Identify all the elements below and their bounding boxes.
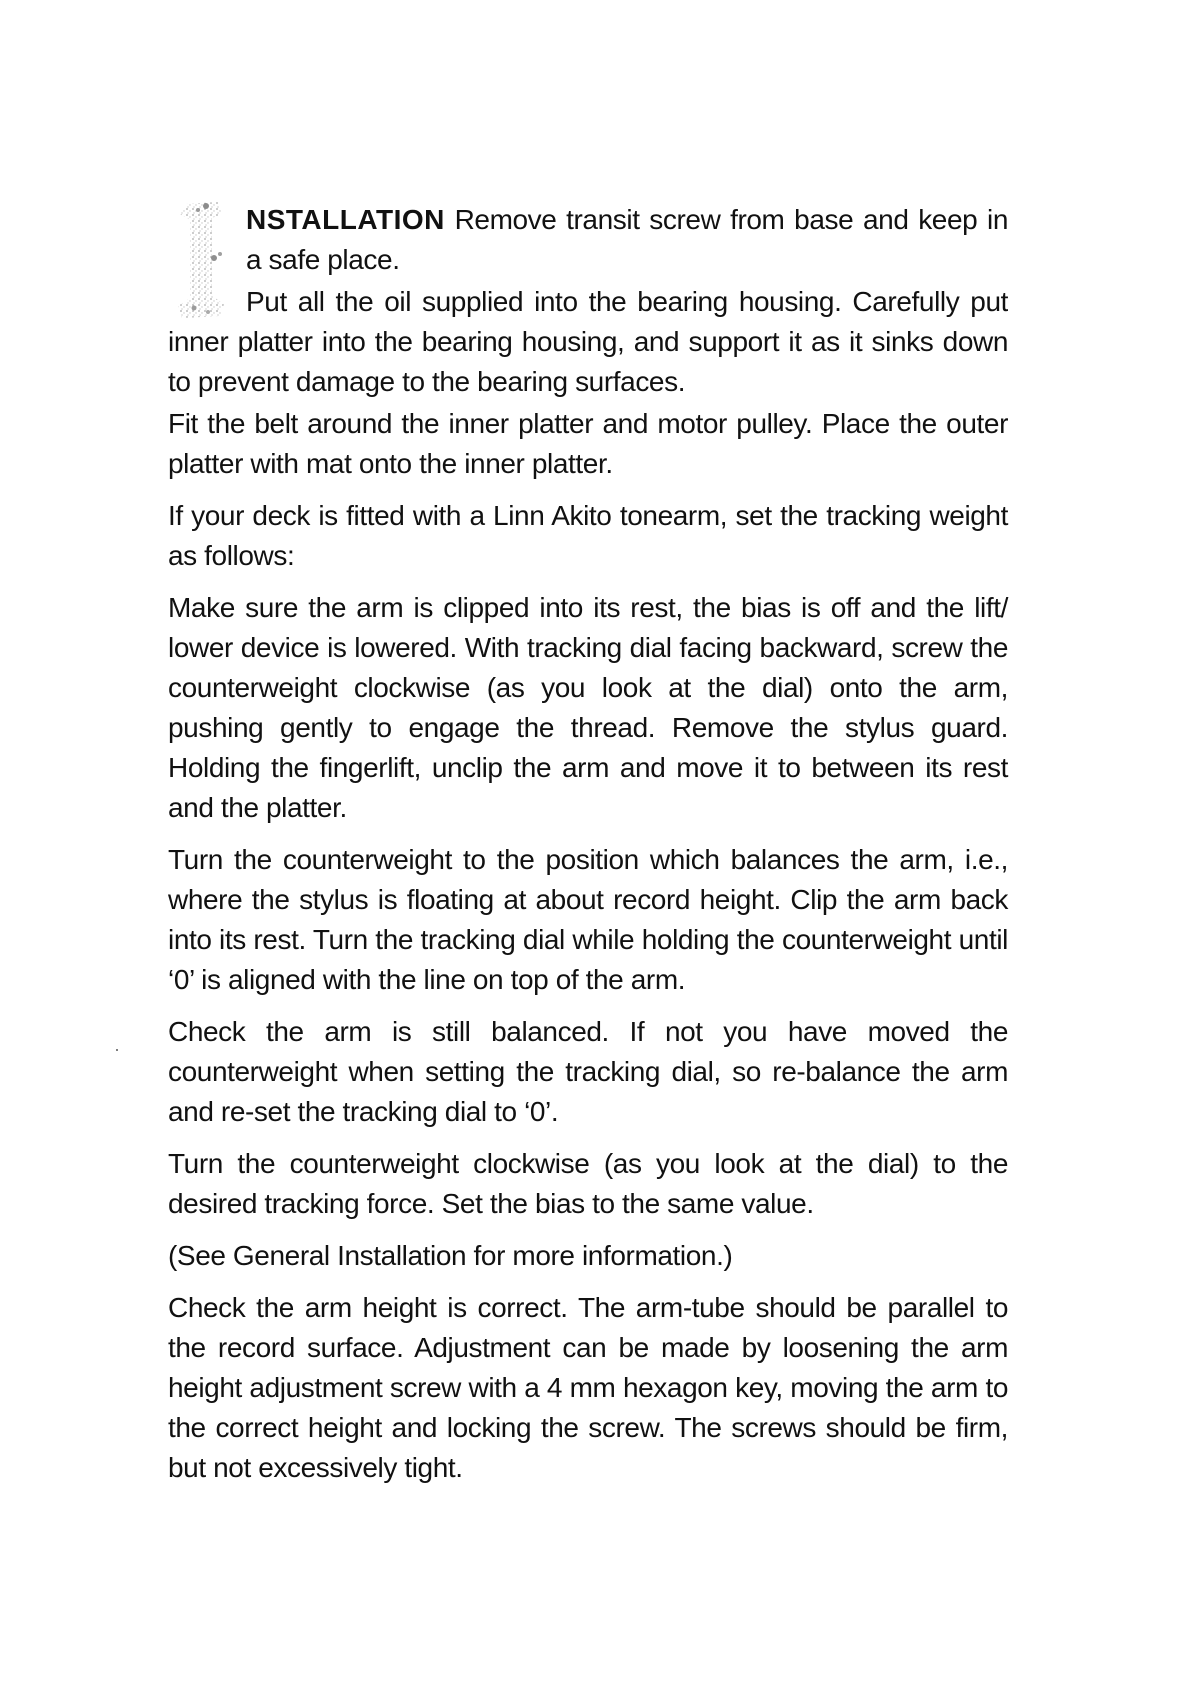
arm-setup-paragraph: Make sure the arm is clipped into its rest, the bias is off and the lift/ lower device is lowered. With tracking dial facing backward, screw the counterweight clockwise (as you look at the dial) onto the arm, pushing gently to engage the thread. Remove the stylus guard. Holding the fingerlift, unclip the arm and move it to between its rest and the platter. [168,592,1008,823]
document-page [168,200,1008,1500]
drop-cap-i-icon [168,200,240,322]
tracking-force-paragraph: Turn the counterweight clockwise (as you look at the dial) to the desired tracking force. Set the bias to the same value. [168,1148,1008,1219]
installation-intro-text: Remove transit screw from base and keep in a safe place. [246,204,1008,275]
installation-heading: NSTALLATION [246,204,445,235]
oil-paragraph: Put all the oil supplied into the bearing housing. Carefully put inner platter into the bearing housing, and support it as it sinks down to prevent damage to the bearing surfaces. [168,286,1008,397]
see-general-paragraph: (See General Installation for more information.) [168,1240,733,1271]
belt-paragraph: Fit the belt around the inner platter and motor pulley. Place the outer platter with mat onto the inner platter. [168,408,1008,479]
installation-intro [168,200,1008,280]
balance-paragraph: Turn the counterweight to the position which balances the arm, i.e., where the stylus is floating at about record height. Clip the arm back into its rest. Turn the tracking dial while holding the counterweight until ‘0’ is aligned with the line on top of the arm. [168,844,1008,995]
check-balance-paragraph: Check the arm is still balanced. If not you have moved the counterweight when setting the tracking dial, so re-balance the arm and re-set the tracking dial to ‘0’. [168,1016,1008,1127]
installation-section [168,200,1008,404]
arm-height-paragraph: Check the arm height is correct. The arm-tube should be parallel to the record surface. Adjustment can be made by loosening the arm height adjustment screw with a 4 mm hexagon key, moving the arm to the correct height and locking the screw. The screws should be firm, but not excessively tight. [168,1292,1008,1483]
akito-paragraph: If your deck is fitted with a Linn Akito tonearm, set the tracking weight as follows: [168,500,1008,571]
scan-speck [116,1049,118,1051]
